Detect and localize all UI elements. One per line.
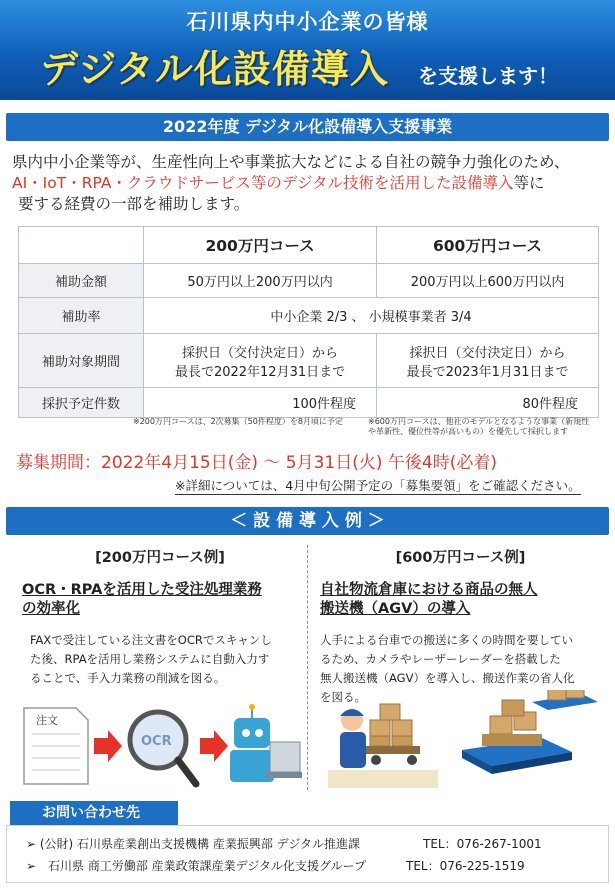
program-title: 2022年度 デジタル化設備導入支援事業 [6, 113, 609, 141]
intro-line-3: 要する経費の一部を補助します。 [18, 195, 250, 213]
example-left-body [30, 631, 308, 688]
ocr-label: OCR [141, 734, 172, 749]
doc-label: 注文 [36, 714, 58, 727]
table-header-row [19, 227, 599, 264]
note-600: ※600万円コースは、他社のモデルとなるような事業（新規性や革新性、優位性等が高いもの）を優先して採択します [368, 417, 590, 436]
course-200-header: 200万円コース [144, 227, 377, 264]
example-left-body-2: た後、RPAを活用し業務システムに自動入力す [30, 652, 270, 666]
contact-org-1: ➢ (公財) 石川県産業創出支援機構 産業振興部 デジタル推進課 [26, 837, 360, 851]
example-right-title-2: 搬送機（AGV）の導入 [320, 601, 471, 617]
header-subline: を支援します！ [418, 64, 558, 88]
intro-highlight: AI・IoT・RPA・クラウドサービス等のデジタル技術を活用した設備導入 [12, 174, 514, 192]
table-corner [19, 227, 144, 264]
contact-tel-2: TEL：076-225-1519 [406, 859, 525, 873]
arrow-right-icon [200, 730, 228, 762]
rate-value: 中小企業 2/3 、 小規模事業者 3/4 [144, 298, 599, 334]
subsidy-table [18, 226, 599, 418]
table-row [19, 334, 599, 388]
example-right-body-1: 人手による台車での搬送に多くの時間を要してい [320, 633, 573, 647]
example-left-title-2: の効率化 [22, 601, 80, 617]
period-600 [377, 334, 599, 388]
contact-title: お問い合わせ先 [10, 801, 178, 825]
period-200-line-a: 採択日（交付決定日）から [182, 345, 339, 361]
header-headline: デジタル化設備導入 [40, 47, 389, 91]
row-label-count: 採択予定件数 [19, 388, 144, 418]
count-600: 80件程度 [377, 388, 599, 418]
example-right-head: [600万円コース例] [395, 550, 526, 566]
magnifier-ocr-icon [130, 712, 196, 784]
period-600-line-b: 最長で2023年1月31日まで [406, 364, 569, 380]
worker-cart-icon [328, 704, 438, 788]
examples-title: ＜ 設 備 導 入 例 ＞ [6, 507, 609, 535]
period-600-line-a: 採択日（交付決定日）から [409, 345, 566, 361]
agv-illustration [322, 690, 604, 790]
intro-text [12, 152, 607, 215]
intro-line-2-tail: 等に [513, 174, 545, 192]
note-200: ※200万円コースは、2次募集（50件程度）を8月頃に予定 [133, 417, 343, 426]
agv-robot-icon [462, 690, 598, 774]
period-200-line-b: 最長で2022年12月31日まで [174, 364, 346, 380]
example-left-title-1: OCR・RPAを活用した受注処理業務 [22, 582, 262, 598]
amount-600: 200万円以上600万円以内 [377, 264, 599, 298]
table-row [19, 388, 599, 418]
row-label-rate: 補助率 [19, 298, 144, 334]
row-label-period: 補助対象期間 [19, 334, 144, 388]
row-label-amount: 補助金額 [19, 264, 144, 298]
example-left-body-1: FAXで受注している注文書をOCRでスキャンし [30, 633, 272, 647]
ocr-rpa-illustration [18, 700, 303, 790]
intro-line-2 [12, 173, 607, 194]
example-left-title [22, 581, 307, 619]
count-200: 100件程度 [144, 388, 377, 418]
example-right-title-1: 自社物流倉庫における商品の無人 [320, 582, 538, 598]
table-row [19, 264, 599, 298]
arrow-right-icon [94, 730, 122, 762]
example-right-body-2: るため、カメラやレーザーレーダーを搭載した [320, 652, 561, 666]
example-right-body-3: 無人搬送機（AGV）を導入し、搬送作業の省人化 [320, 671, 575, 685]
header-greeting: 石川県内中小企業の皆様 [186, 10, 429, 34]
example-right-title [320, 581, 605, 619]
course-600-header: 600万円コース [377, 227, 599, 264]
example-left-head: [200万円コース例] [95, 550, 225, 566]
period-200 [144, 334, 377, 388]
contact-tel-1: TEL：076-267-1001 [423, 837, 542, 851]
table-row [19, 298, 599, 334]
robot-pc-icon [230, 704, 302, 782]
order-document-icon [24, 708, 88, 784]
example-right-body-4: を図る。 [320, 690, 366, 704]
recruitment-period: 募集期間：2022年4月15日(金) ～ 5月31日(火) 午後4時(必着) [16, 453, 497, 473]
intro-line-1: 県内中小企業等が、生産性向上や事業拡大などによる自社の競争力強化のため、 [12, 153, 570, 171]
amount-200: 50万円以上200万円以内 [144, 264, 377, 298]
detail-note: ※詳細については、4月中旬公開予定の「募集要領」をご確認ください。 [175, 478, 581, 493]
example-left-body-3: ることで、手入力業務の削減を図る。 [30, 671, 226, 685]
contact-org-2: ➢ 石川県 商工労働部 産業政策課産業デジタル化支援グループ [26, 859, 367, 873]
